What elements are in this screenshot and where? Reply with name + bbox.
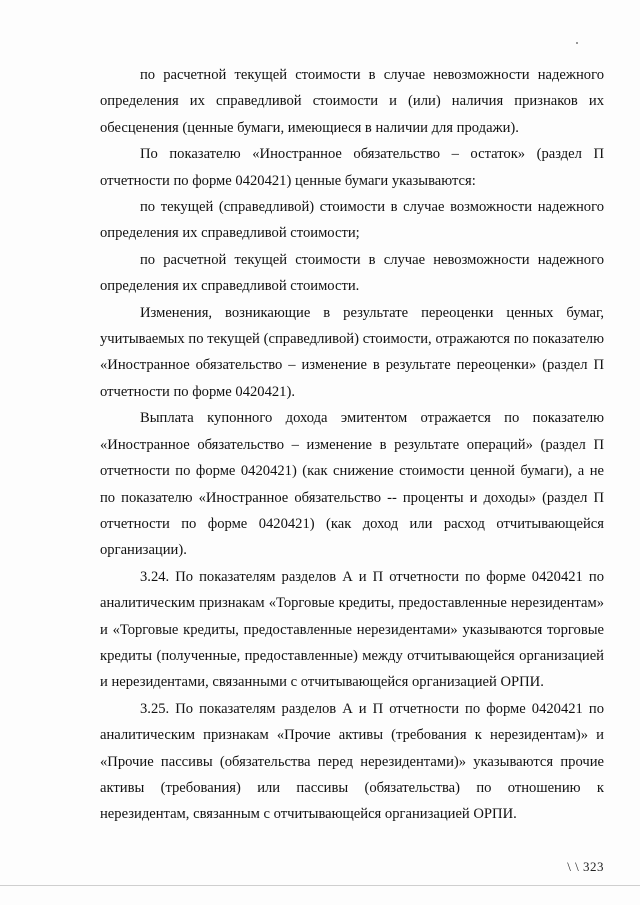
body-text [100,62,604,828]
paragraph-3: по текущей (справедливой) стоимости в случае возможности надежного определения их справедливой стоимости; [100,199,604,242]
paragraph-4: по расчетной текущей стоимости в случае невозможности надежного определения их справедливой стоимости. [100,251,604,295]
page-number: \ \ 323 [567,859,604,874]
paragraph-7: 3.24. По показателям разделов А и П отчетности по форме 0420421 по аналитическим признакам «Торговые кредиты, предоставленные нерезидентам» и «Торговые кредиты, предоставленные нерезидентами» указываются торговые кредиты (полученные, предоставленные) между отчитывающейся организацией и нерезидентами, связанными с отчитывающейся организацией ОРПИ. [100,568,604,691]
paragraph-6: Выплата купонного дохода эмитентом отражается по показателю «Иностранное обязательство – изменение в результате операций» (раздел П отчетности по форме 0420421) (как снижение стоимости ценной бумаги), а не по показателю «Иностранное обязательство -- проценты и доходы» (раздел П отчетности по форме 0420421) (как доход или расход отчитывающейся организации). [100,410,604,559]
bottom-divider [0,885,640,886]
paragraph-8: 3.25. По показателям разделов А и П отчетности по форме 0420421 по аналитическим признакам «Прочие активы (требования к нерезидентам)» и «Прочие пассивы (обязательства перед нерезидентами)» указываются прочие активы (требования) или пассивы (обязательства) по отношению к нерезидентам, связанным с отчитывающейся организацией ОРПИ. [100,700,604,823]
paragraph-5: Изменения, возникающие в результате переоценки ценных бумаг, учитываемых по текущей (справедливой) стоимости, отражаются по показателю «Иностранное обязательство – изменение в результате переоценки» (раздел П отчетности по форме 0420421). [100,304,604,400]
paragraph-1: по расчетной текущей стоимости в случае невозможности надежного определения их справедливой стоимости и (или) наличия признаков их обесценения (ценные бумаги, имеющиеся в наличии для продажи). [100,67,604,136]
scan-speck [576,42,578,44]
paragraph-2: По показателю «Иностранное обязательство – остаток» (раздел П отчетности по форме 0420421) ценные бумаги указываются: [100,146,604,189]
